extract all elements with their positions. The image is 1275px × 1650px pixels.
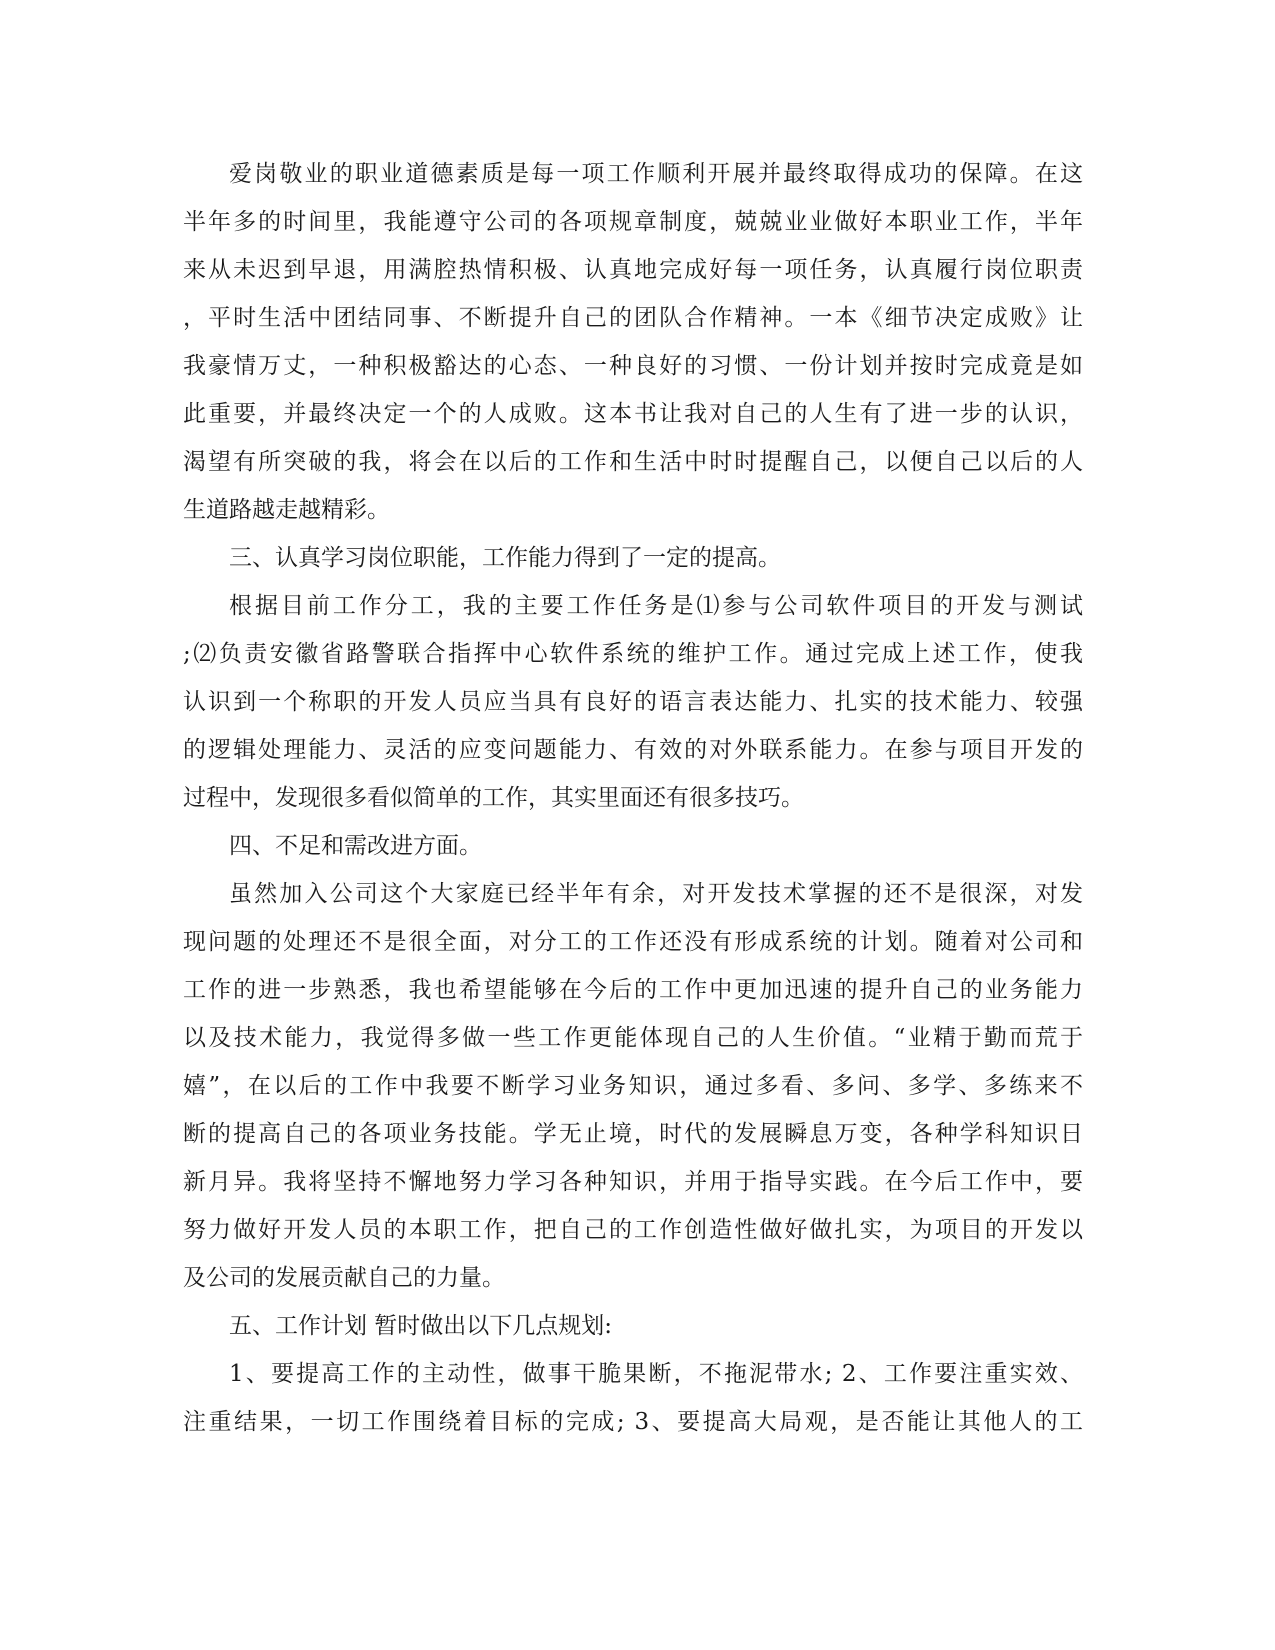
text-line: 来从未迟到早退，用满腔热情积极、认真地完成好每一项任务，认真履行岗位职责 (183, 257, 1083, 283)
text-line: 过程中，发现很多看似简单的工作，其实里面还有很多技巧。 (183, 785, 804, 811)
text-line: 四、不足和需改进方面。 (229, 833, 482, 859)
text-line: 努力做好开发人员的本职工作，把自己的工作创造性做好做扎实，为项目的开发以 (183, 1217, 1083, 1243)
text-line: 三、认真学习岗位职能，工作能力得到了一定的提高。 (229, 545, 781, 571)
text-line: 渴望有所突破的我，将会在以后的工作和生活中时时提醒自己，以便自己以后的人 (183, 449, 1083, 475)
text-line: 嬉”，在以后的工作中我要不断学习业务知识，通过多看、多问、多学、多练来不 (183, 1073, 1083, 1099)
text-line: 1、要提高工作的主动性，做事干脆果断，不拖泥带水; 2、工作要注重实效、 (229, 1361, 1083, 1387)
document-body (183, 150, 1083, 1446)
text-line: 的逻辑处理能力、灵活的应变问题能力、有效的对外联系能力。在参与项目开发的 (183, 737, 1083, 763)
text-line: 认识到一个称职的开发人员应当具有良好的语言表达能力、扎实的技术能力、较强 (183, 689, 1083, 715)
text-line: 我豪情万丈，一种积极豁达的心态、一种良好的习惯、一份计划并按时完成竟是如 (183, 353, 1083, 379)
text-line: 注重结果，一切工作围绕着目标的完成; 3、要提高大局观，是否能让其他人的工 (183, 1409, 1083, 1435)
text-line: ;⑵负责安徽省路警联合指挥中心软件系统的维护工作。通过完成上述工作，使我 (183, 641, 1083, 667)
text-line: 工作的进一步熟悉，我也希望能够在今后的工作中更加迅速的提升自己的业务能力 (183, 977, 1083, 1003)
text-line: 以及技术能力，我觉得多做一些工作更能体现自己的人生价值。“业精于勤而荒于 (183, 1025, 1083, 1051)
text-line: 现问题的处理还不是很全面，对分工的工作还没有形成系统的计划。随着对公司和 (183, 929, 1083, 955)
text-line: 爱岗敬业的职业道德素质是每一项工作顺利开展并最终取得成功的保障。在这 (229, 161, 1083, 187)
text-line: ，平时生活中团结同事、不断提升自己的团队合作精神。一本《细节决定成败》让 (183, 305, 1083, 331)
text-line: 半年多的时间里，我能遵守公司的各项规章制度，兢兢业业做好本职业工作，半年 (183, 209, 1083, 235)
text-line: 生道路越走越精彩。 (183, 497, 390, 523)
text-line: 新月异。我将坚持不懈地努力学习各种知识，并用于指导实践。在今后工作中，要 (183, 1169, 1083, 1195)
text-line: 虽然加入公司这个大家庭已经半年有余，对开发技术掌握的还不是很深，对发 (229, 881, 1083, 907)
text-line: 五、工作计划 暂时做出以下几点规划: (229, 1313, 613, 1339)
text-line: 此重要，并最终决定一个的人成败。这本书让我对自己的人生有了进一步的认识， (183, 401, 1083, 427)
text-line: 及公司的发展贡献自己的力量。 (183, 1265, 505, 1291)
text-line: 断的提高自己的各项业务技能。学无止境，时代的发展瞬息万变，各种学科知识日 (183, 1121, 1083, 1147)
text-line: 根据目前工作分工，我的主要工作任务是⑴参与公司软件项目的开发与测试 (229, 593, 1083, 619)
